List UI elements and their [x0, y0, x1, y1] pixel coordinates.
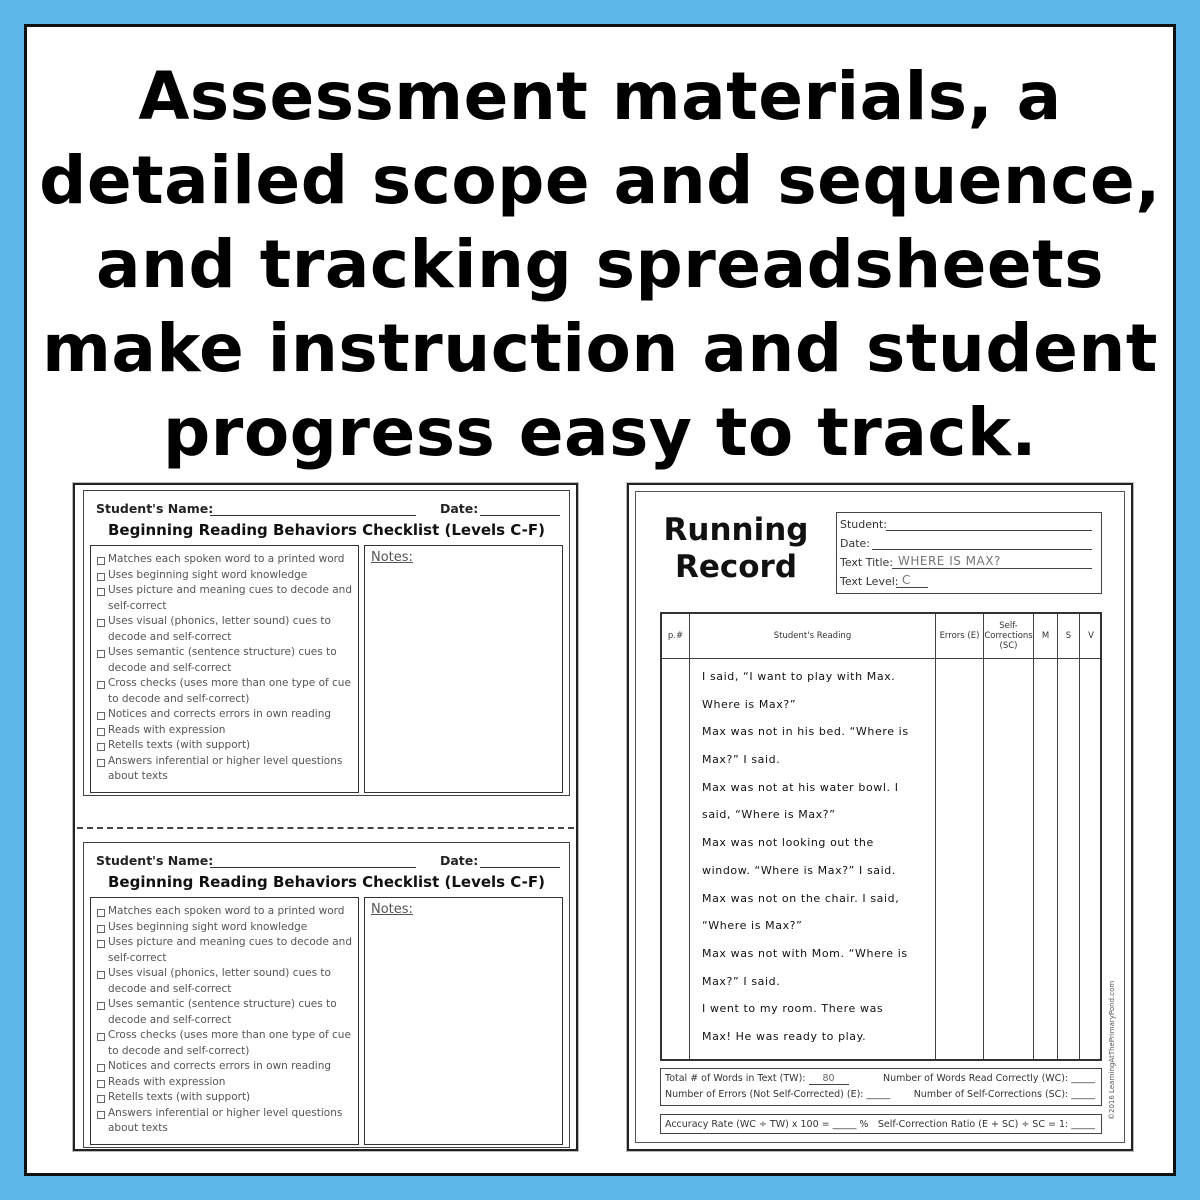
behavior-list	[90, 897, 359, 1145]
text-level-field	[840, 572, 1098, 590]
list-item: Uses semantic (sentence structure) cues to decode and self-correct	[96, 645, 353, 676]
column-divider	[983, 658, 984, 1059]
reading-line: Max was not on the chair. I said,	[702, 891, 900, 905]
list-item: Answers inferential or higher level questions about texts	[96, 754, 353, 785]
totals-box	[660, 1068, 1102, 1106]
list-item: Uses visual (phonics, letter sound) cues to decode and self-correct	[96, 966, 353, 997]
student-reading-text	[696, 658, 936, 1058]
cut-line	[77, 827, 574, 829]
checklist-title: Beginning Reading Behaviors Checklist (Levels C-F)	[107, 521, 545, 539]
list-item: Matches each spoken word to a printed word	[96, 552, 353, 568]
column-header-page: p.#	[662, 614, 690, 658]
list-item: Notices and corrects errors in own reading	[96, 707, 353, 723]
date-label: Date:	[840, 537, 870, 550]
checklist-title: Beginning Reading Behaviors Checklist (Levels C-F)	[107, 873, 545, 891]
words-correct-label: Number of Words Read Correctly (WC): _____	[882, 1073, 1095, 1084]
column-header-reading: Student's Reading	[690, 614, 936, 658]
reading-line: Max was not looking out the	[702, 836, 874, 850]
column-header-v: V	[1088, 631, 1094, 641]
total-words-field	[665, 1073, 849, 1085]
column-divider	[1079, 658, 1080, 1059]
list-item: Reads with expression	[96, 723, 353, 739]
text-title-field	[840, 553, 1098, 571]
list-item: Notices and corrects errors in own reading	[96, 1059, 353, 1075]
reading-table	[660, 612, 1102, 1061]
list-item: Uses semantic (sentence structure) cues to decode and self-correct	[96, 997, 353, 1028]
reading-line: Max?” I said.	[702, 753, 781, 767]
headline-line: detailed scope and sequence,	[39, 142, 1161, 219]
notes-label: Notes:	[371, 550, 413, 565]
column-header-errors: Errors (E)	[936, 614, 984, 658]
total-words-value: 80	[809, 1073, 849, 1085]
checklist-card	[83, 842, 570, 1148]
date-line	[872, 549, 1092, 550]
running-record-page	[627, 483, 1133, 1151]
reading-line: Max?” I said.	[702, 974, 781, 988]
reading-line: I went to my room. There was	[702, 1002, 884, 1016]
student-name-label: Student's Name:	[96, 853, 214, 868]
list-item: Uses picture and meaning cues to decode and self-correct	[96, 935, 353, 966]
list-item: Cross checks (uses more than one type of cue to decode and self-correct)	[96, 676, 353, 707]
headline-line: progress easy to track.	[163, 394, 1037, 471]
column-header-self-corrections: Self-Corrections (SC)	[984, 614, 1034, 658]
student-label: Student:	[840, 518, 888, 531]
running-record-sheet	[635, 491, 1125, 1143]
text-level-line	[896, 587, 928, 588]
date-field	[840, 534, 1098, 552]
student-line	[886, 530, 1092, 531]
reading-line: Where is Max?”	[702, 697, 797, 711]
student-field	[840, 515, 1098, 533]
list-item: Answers inferential or higher level questions about texts	[96, 1106, 353, 1137]
date-label: Date:	[440, 853, 479, 868]
column-divider	[1033, 658, 1034, 1059]
text-level-value: C	[902, 573, 911, 587]
student-name-line	[210, 867, 416, 868]
record-info-box	[836, 512, 1102, 594]
checklist-card	[83, 490, 570, 796]
student-name-label: Student's Name:	[96, 501, 214, 516]
date-label: Date:	[440, 501, 479, 516]
accuracy-box	[660, 1114, 1102, 1134]
text-title-value: WHERE IS MAX?	[898, 554, 1001, 568]
headline-line: and tracking spreadsheets	[96, 226, 1104, 303]
text-level-label: Text Level:	[840, 575, 899, 588]
reading-line: window. “Where is Max?” I said.	[702, 863, 896, 877]
total-words-label: Total # of Words in Text (TW):	[665, 1073, 806, 1084]
reading-line: I said, “I want to play with Max.	[702, 670, 896, 683]
reading-line: Max! He was ready to play.	[702, 1029, 867, 1043]
text-title-line	[892, 568, 1092, 569]
title-line: Record	[674, 549, 798, 585]
behavior-list	[90, 545, 359, 793]
notes-box	[364, 897, 563, 1145]
self-corrections-label: Number of Self-Corrections (SC): _____	[913, 1089, 1095, 1100]
list-item: Uses picture and meaning cues to decode and self-correct	[96, 583, 353, 614]
notes-box	[364, 545, 563, 793]
accuracy-rate-label: Accuracy Rate (WC ÷ TW) x 100 = _____ %	[665, 1119, 869, 1130]
notes-label: Notes:	[371, 902, 413, 917]
list-item: Reads with expression	[96, 1075, 353, 1091]
student-name-line	[210, 515, 416, 516]
headline-line: make instruction and student	[42, 310, 1158, 387]
list-item: Uses visual (phonics, letter sound) cues to decode and self-correct	[96, 614, 353, 645]
reading-line: Max was not with Mom. “Where is	[702, 946, 908, 960]
reading-line: “Where is Max?”	[702, 919, 803, 933]
running-record-title	[656, 512, 816, 586]
reading-line: Max was not in his bed. “Where is	[702, 725, 909, 739]
self-correction-ratio-label: Self-Correction Ratio (E + SC) ÷ SC = 1: _____	[877, 1119, 1095, 1130]
product-preview-panel	[24, 24, 1176, 1176]
list-item: Matches each spoken word to a printed word	[96, 904, 353, 920]
errors-label: Number of Errors (Not Self-Corrected) (E): _____	[665, 1089, 891, 1100]
column-divider	[1057, 658, 1058, 1059]
list-item: Retells texts (with support)	[96, 738, 353, 754]
date-line	[480, 515, 560, 516]
text-title-label: Text Title:	[840, 556, 894, 569]
reading-line: said, “Where is Max?”	[702, 808, 836, 822]
checklist-page	[73, 483, 578, 1151]
column-header-s: S	[1058, 614, 1080, 658]
list-item: Retells texts (with support)	[96, 1090, 353, 1106]
list-item: Cross checks (uses more than one type of cue to decode and self-correct)	[96, 1028, 353, 1059]
headline	[27, 55, 1173, 475]
headline-line: Assessment materials, a	[138, 58, 1062, 135]
list-item: Uses beginning sight word knowledge	[96, 568, 353, 584]
list-item: Uses beginning sight word knowledge	[96, 920, 353, 936]
reading-line: Max was not at his water bowl. I	[702, 780, 899, 794]
date-line	[480, 867, 560, 868]
title-line: Running	[663, 512, 809, 548]
copyright-text: ©2016 LearningAtThePrimaryPond.com	[1108, 980, 1116, 1120]
column-divider	[689, 658, 690, 1059]
column-header-m: M	[1034, 614, 1058, 658]
